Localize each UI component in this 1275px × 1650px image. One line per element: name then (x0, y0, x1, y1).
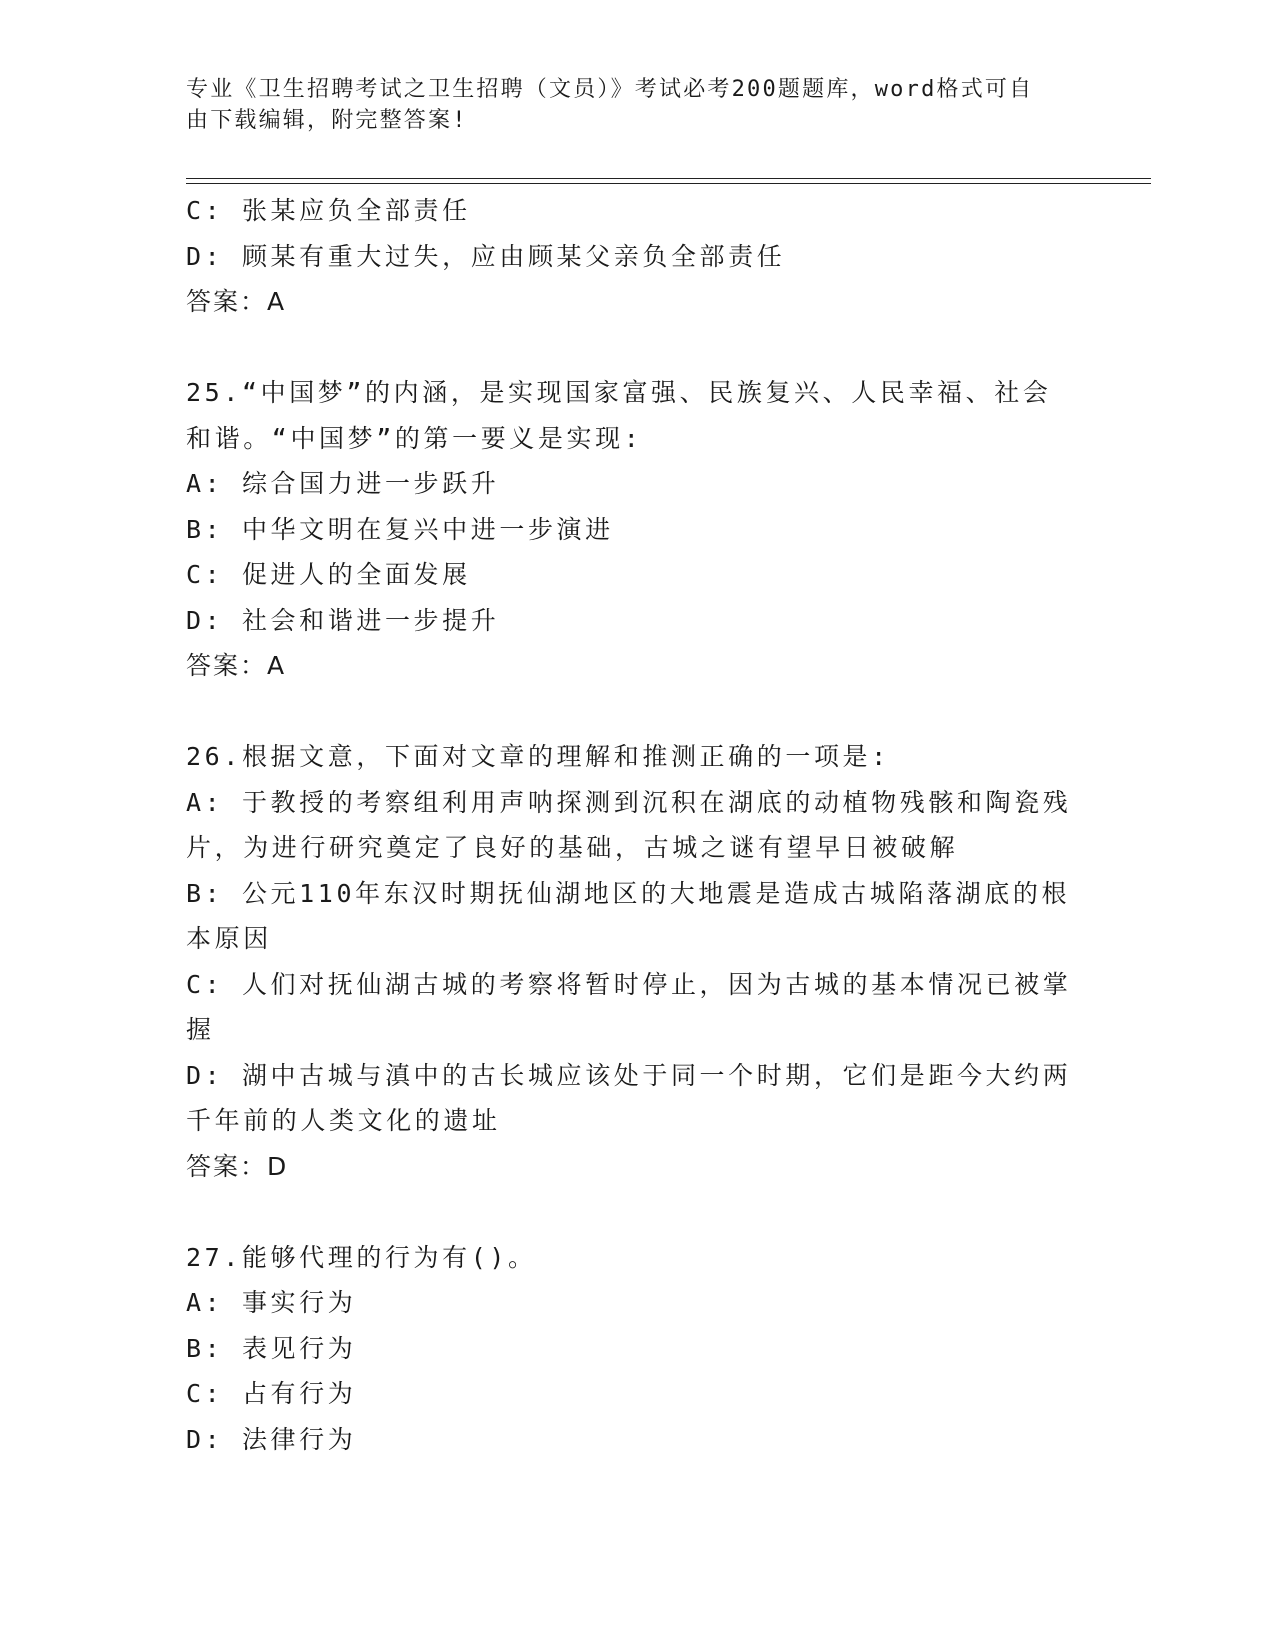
question-block-27 (186, 1235, 1086, 1463)
option-d: D: 法律行为 (186, 1424, 357, 1454)
answer-line: 答案：D (186, 1151, 289, 1181)
question-stem: 27.能够代理的行为有()。 (186, 1242, 537, 1272)
answer-line: 答案：A (186, 287, 287, 316)
question-stem: 26.根据文意，下面对文章的理解和推测正确的一项是: (186, 742, 890, 771)
option-b: B: 中华文明在复兴中进一步演进 (186, 514, 614, 544)
document-body (186, 188, 1086, 1462)
question-block-26 (186, 734, 1086, 1189)
header-rule-top (186, 178, 1151, 179)
question-stem: 25.“中国梦”的内涵，是实现国家富强、民族复兴、人民幸福、社会 (186, 378, 1052, 407)
option-d-cont: 千年前的人类文化的遗址 (186, 1106, 501, 1135)
spacer (186, 325, 1086, 371)
option-c: C: 张某应负全部责任 (186, 196, 471, 225)
option-c: C: 促进人的全面发展 (186, 560, 471, 589)
page-header (186, 74, 1086, 136)
option-d: D: 社会和谐进一步提升 (186, 605, 500, 635)
option-d: D: 湖中古城与滇中的古长城应该处于同一个时期，它们是距今大约两 (186, 1060, 1072, 1090)
option-c: C: 人们对抚仙湖古城的考察将暂时停止，因为古城的基本情况已被掌 (186, 969, 1072, 999)
header-line-1: 专业《卫生招聘考试之卫生招聘（文员）》考试必考200题题库，word格式可自 (186, 77, 1034, 102)
option-a: A: 事实行为 (186, 1288, 357, 1317)
option-c-cont: 握 (186, 1015, 215, 1044)
spacer (186, 1189, 1086, 1235)
option-a: A: 综合国力进一步跃升 (186, 469, 500, 498)
question-block-prev (186, 188, 1086, 325)
option-c: C: 占有行为 (186, 1379, 357, 1408)
option-a-cont: 片，为进行研究奠定了良好的基础，古城之谜有望早日被破解 (186, 833, 959, 862)
question-block-25 (186, 370, 1086, 689)
option-d: D: 顾某有重大过失，应由顾某父亲负全部责任 (186, 241, 786, 271)
option-b-cont: 本原因 (186, 924, 272, 953)
question-stem-cont: 和谐。“中国梦”的第一要义是实现: (186, 423, 643, 453)
header-line-2: 由下载编辑，附完整答案! (186, 108, 468, 133)
header-rule-bottom (186, 183, 1151, 184)
option-a: A: 于教授的考察组利用声呐探测到沉积在湖底的动植物残骸和陶瓷残 (186, 787, 1072, 817)
option-b: B: 表见行为 (186, 1333, 357, 1363)
answer-line: 答案：A (186, 651, 287, 680)
spacer (186, 689, 1086, 735)
option-b: B: 公元110年东汉时期抚仙湖地区的大地震是造成古城陷落湖底的根 (186, 878, 1071, 908)
